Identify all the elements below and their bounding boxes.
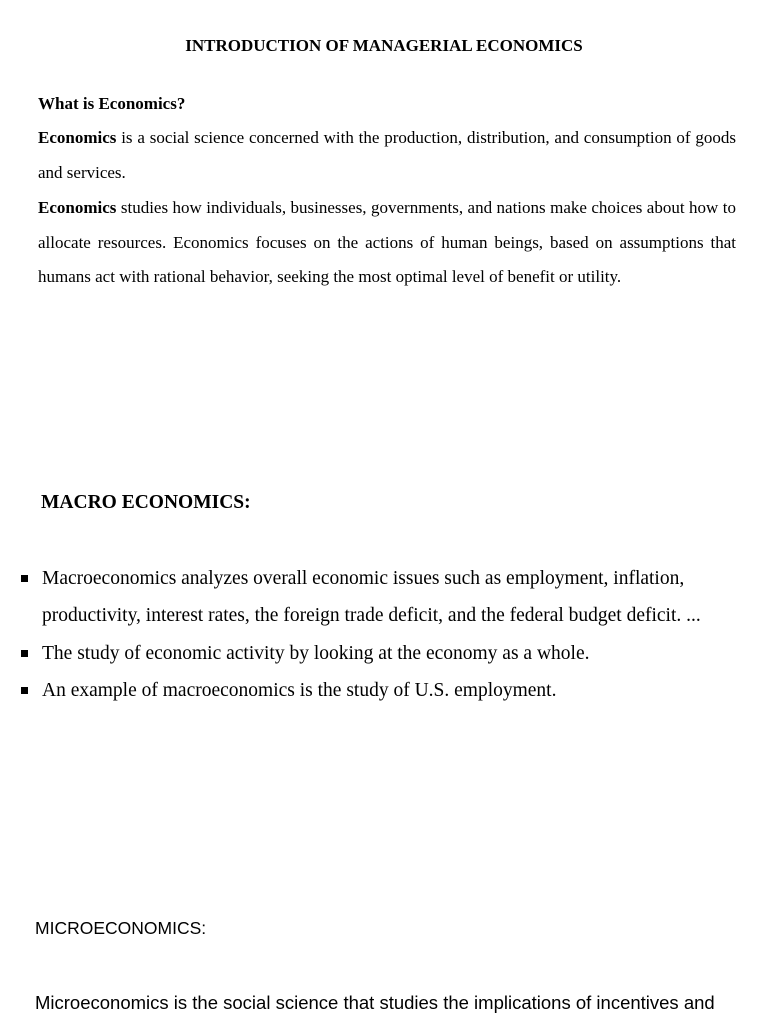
economics-definition-text: is a social science concerned with the production, distribution, and consumption of goods and services. — [38, 128, 736, 182]
bullet-text: The study of economic activity by looking at the economy as a whole. — [42, 642, 590, 664]
square-bullet-icon — [21, 687, 28, 694]
list-item — [0, 635, 732, 672]
macro-economics-heading: MACRO ECONOMICS: — [41, 492, 251, 513]
economics-studies-text: studies how individuals, businesses, governments, and nations make choices about how to allocate resources. Economics focuses on the actions of human beings, based on assumptions that humans act with rational behavior, seeking the most optimal level of benefit or utility. — [38, 198, 736, 286]
economics-term: Economics — [38, 198, 117, 217]
document-title: INTRODUCTION OF MANAGERIAL ECONOMICS — [185, 36, 583, 55]
macro-bullet-list — [0, 560, 768, 709]
list-item — [0, 560, 732, 635]
question-heading: What is Economics? — [38, 94, 186, 113]
square-bullet-icon — [21, 575, 28, 582]
square-bullet-icon — [21, 650, 28, 657]
list-item — [0, 672, 732, 709]
bullet-text: Macroeconomics analyzes overall economic issues such as employment, inflation, productivity, interest rates, the foreign trade deficit, and the federal budget deficit. ... — [42, 568, 701, 627]
economics-definition-paragraph — [38, 121, 736, 190]
economics-term: Economics — [38, 128, 117, 147]
microeconomics-heading: MICROECONOMICS: — [35, 918, 207, 938]
economics-studies-paragraph — [38, 191, 736, 295]
microeconomics-paragraph: Microeconomics is the social science that studies the implications of incentives and — [35, 992, 715, 1013]
bullet-text: An example of macroeconomics is the study of U.S. employment. — [42, 679, 557, 701]
